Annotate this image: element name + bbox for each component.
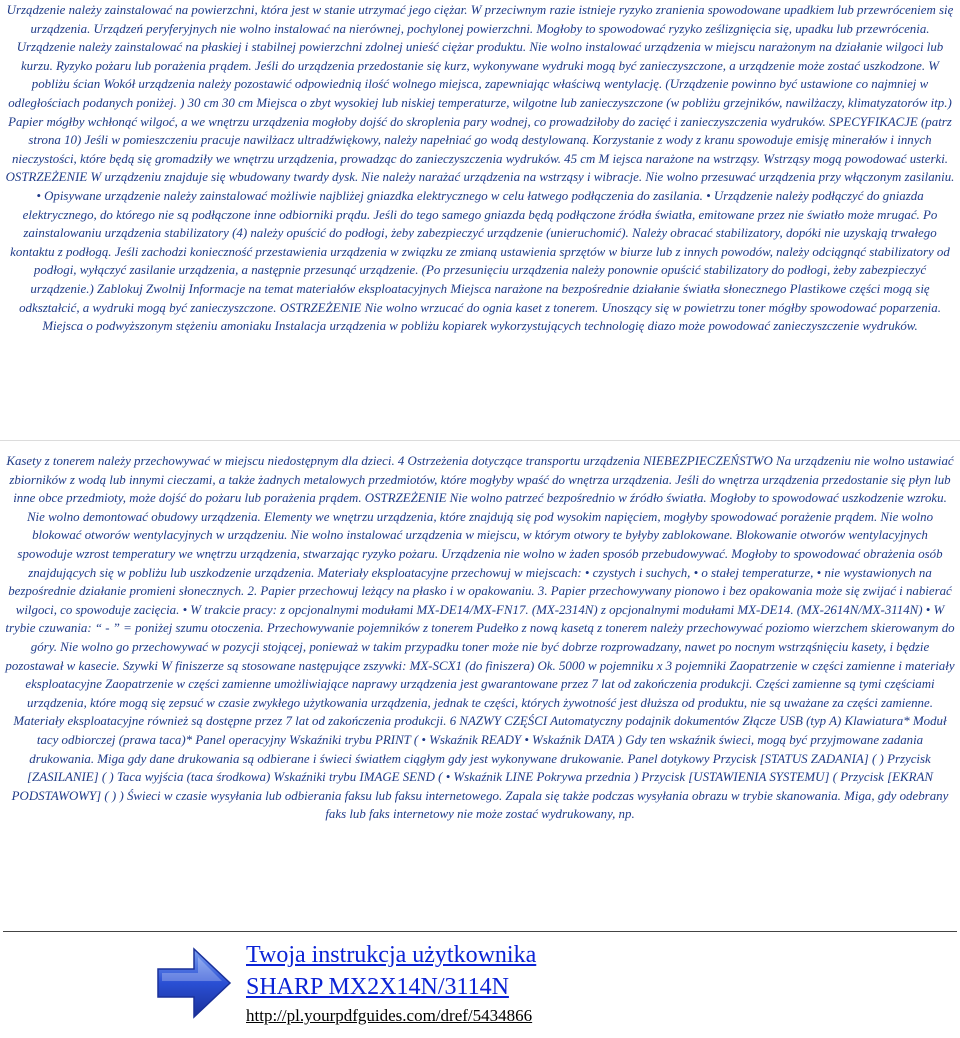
section-divider	[0, 440, 960, 441]
model-link[interactable]: SHARP MX2X14N/3114N	[246, 974, 509, 1000]
text-block-upper: Urządzenie należy zainstalować na powierzchni, która jest w stanie utrzymać jego ciężar. W przeciwnym razie istnieje ryzyko zranienia spowodowane upadkiem lub przewróceniem się urządzenia. Urządzeń peryferyjnych nie wolno instalować na nierównej, pochylonej powierzchni. Mogłoby to spowodować ryzyko ześlizgnięcia się, upadku lub przewrócenia. Urządzenie należy zainstalować na płaskiej i stabilnej powierzchni zdolnej unieść ciężar produktu. Nie wolno instalować urządzenia w miejscu narażonym na działanie wilgoci lub kurzu. Ryzyko pożaru lub porażenia prądem. Jeśli do urządzenia przedostanie się kurz, wykonywane wydruki mogą być zanieczyszczone, a urządzenie może zostać uszkodzone. W pobliżu ścian Wokół urządzenia należy pozostawić odpowiednią ilość wolnego miejsca, zapewniając właściwą wentylację. (Urządzenie powinno być ustawione co najmniej w odległościach podanych poniżej. ) 30 cm 30 cm Miejsca o zbyt wysokiej lub niskiej temperaturze, wilgotne lub zanieczyszczone (w pobliżu grzejników, nawilżaczy, klimatyzatorów itp.) Papier mógłby wchłonąć wilgoć, a we wnętrzu urządzenia mogłoby dojść do skroplenia pary wodnej, co prowadziłoby do zacięć i zanieczyszczenia wydruków. SPECYFIKACJE (patrz strona 10) Jeśli w pomieszczeniu pracuje nawilżacz ultradźwiękowy, należy napełniać go wodą destylowaną. Korzystanie z wody z kranu spowoduje emisję minerałów i innych nieczystości, które będą się gromadziły we wnętrzu urządzenia, prowadząc do zanieczyszczenia wydruków. 45 cm M iejsca narażone na wstrząsy. Wstrząsy mogą powodować usterki. OSTRZEŻENIE W urządzeniu znajduje się wbudowany twardy dysk. Nie należy narażać urządzenia na wstrząsy i wibracje. Nie wolno przesuwać urządzenia przy włączonym zasilaniu. • Opisywane urządzenie należy zainstalować możliwie najbliżej gniazdka elektrycznego w celu łatwego podłączenia do zasilania. • Urządzenie należy podłączyć do gniazda elektrycznego, do którego nie są podłączone inne odbiorniki prądu. Jeśli do tego samego gniazda będą podłączone źródła światła, emitowane przez nie światło może mrugać. Po zainstalowaniu urządzenia stabilizatory (4) należy opuścić do podłogi, żeby zabezpieczyć urządzenie (unieruchomić). Należy obracać stabilizatory, dopóki nie uzyskają trwałego kontaktu z podłogą. Jeśli zachodzi konieczność przestawienia urządzenia w związku ze zmianą ustawienia sprzętów w biurze lub z innych powodów, należy odciągnąć stabilizatory od podłogi, wyłączyć zasilanie urządzenia, a następnie przesunąć urządzenie. (Po przesunięciu urządzenia należy ponownie opuścić stabilizatory do podłogi, żeby zabezpieczyć urządzenie.) Zablokuj Zwolnij Informacje na temat materiałów eksploatacyjnych Miejsca narażone na bezpośrednie działanie światła słonecznego Plastikowe części mogą się odkształcić, a wydruki mogą być zanieczyszczone. OSTRZEŻENIE Nie wolno wrzucać do ognia kaset z tonerem. Unoszący się w powietrzu toner mógłby spowodować poparzenia. Miejsca o podwyższonym stężeniu amoniaku Instalacja urządzenia w pobliżu kopiarek wykorzystujących technologię diazo może powodować zanieczyszczenie wydruków.	[5, 3, 955, 334]
footer-divider	[3, 931, 957, 932]
manual-title-link[interactable]: Twoja instrukcja użytkownika	[246, 942, 537, 968]
footer	[0, 939, 960, 1038]
arrow-right-icon[interactable]	[154, 943, 234, 1023]
download-url-link[interactable]: http://pl.yourpdfguides.com/dref/5434866	[246, 1006, 533, 1025]
text-block-lower: Kasety z tonerem należy przechowywać w miejscu niedostępnym dla dzieci. 4 Ostrzeżenia dotyczące transportu urządzenia NIEBEZPIECZEŃSTWO Na urządzeniu nie wolno ustawiać zbiorników z wodą lub innymi cieczami, a także żadnych metalowych przedmiotów, które mogłyby wpaść do wnętrza urządzenia. Jeśli do wnętrza urządzenia przedostanie się płyn lub inne obce przedmioty, może dojść do pożaru lub porażenia prądem. OSTRZEŻENIE Nie wolno patrzeć bezpośrednio w źródło światła. Mogłoby to spowodować uszkodzenie wzroku. Nie wolno demontować obudowy urządzenia. Elementy we wnętrzu urządzenia, które znajdują się pod wysokim napięciem, mogłyby spowodować porażenie prądem. Nie wolno blokować otworów wentylacyjnych w urządzeniu. Nie wolno instalować urządzenia w miejscu, w którym otwory te byłyby zablokowane. Blokowanie otworów wentylacyjnych spowoduje wzrost temperatury we wnętrzu urządzenia, stwarzając ryzyko pożaru. Urządzenia nie wolno w żaden sposób przebudowywać. Mogłoby to spowodować obrażenia osób znajdujących się w pobliżu lub uszkodzenie urządzenia. Materiały eksploatacyjne przechowuj w miejscach: • czystych i suchych, • o stałej temperaturze, • nie wystawionych na bezpośrednie działanie promieni słonecznych. 2. Papier przechowuj leżący na płasko i w opakowaniu. 3. Papier przechowywany pionowo i bez opakowania może się zwijać i nabierać wilgoci, co spowoduje zacięcia. • W trakcie pracy: z opcjonalnymi modułami MX-DE14/MX-FN17. (MX-2314N) z opcjonalnymi modułami MX-DE14. (MX-2614N/MX-3114N) • W trybie czuwania: “ - ” = poniżej szumu otoczenia. Przechowywanie pojemników z tonerem Pudełko z nową kasetą z tonerem należy przechowywać poziomo wierzchem skierowanym do góry. Nie wolno go przechowywać w pozycji stojącej, ponieważ w takim przypadku toner może nie być dobrze rozprowadzany, nawet po nocnym wstrząśnięciu kasety, i będzie pozostawał w kasecie. Szywki W finiszerze są stosowane następujące zszywki: MX-SCX1 (do finiszera) Ok. 5000 w pojemniku x 3 pojemniki Zaopatrzenie w części zamienne i materiały eksploatacyjne Zaopatrzenie w części zamienne umożliwiające naprawy urządzenia jest gwarantowane przez 7 lat od zakończenia produkcji. Części zamienne są tymi częściami urządzenia, które mogą się zepsuć w czasie zwykłego użytkowania urządzenia, jednak te części, których żywotność jest dłuższa od produktu, nie są uważane za części zamienne. Materiały eksploatacyjne również są dostępne przez 7 lat od zakończenia produkcji. 6 NAZWY CZĘŚCI Automatyczny podajnik dokumentów Złącze USB (typ A) Klawiatura* Moduł tacy odbiorczej (prawa taca)* Panel operacyjny Wskaźniki trybu PRINT ( • Wskaźnik READY • Wskaźnik DATA ) Gdy ten wskaźnik świeci, mogą być przyjmowane zadania drukowania. Miga gdy dane drukowania są odbierane i świeci światłem ciągłym gdy jest wykonywane drukowanie. Panel dotykowy Przycisk [STATUS ZADANIA] ( ) Przycisk [ZASILANIE] ( ) Taca wyjścia (taca środkowa) Wskaźniki trybu IMAGE SEND ( • Wskaźnik LINE Pokrywa przednia ) Przycisk [USTAWIENIA SYSTEMU] ( Przycisk [EKRAN PODSTAWOWY] ( ) ) Świeci w czasie wysyłania lub odbierania faksu lub faksu internetowego. Zapala się także podczas wysyłania obrazu w trybie skanowania. Miga, gdy odebrany faks lub faks internetowy nie może zostać wydrukowany, np.	[5, 454, 955, 822]
